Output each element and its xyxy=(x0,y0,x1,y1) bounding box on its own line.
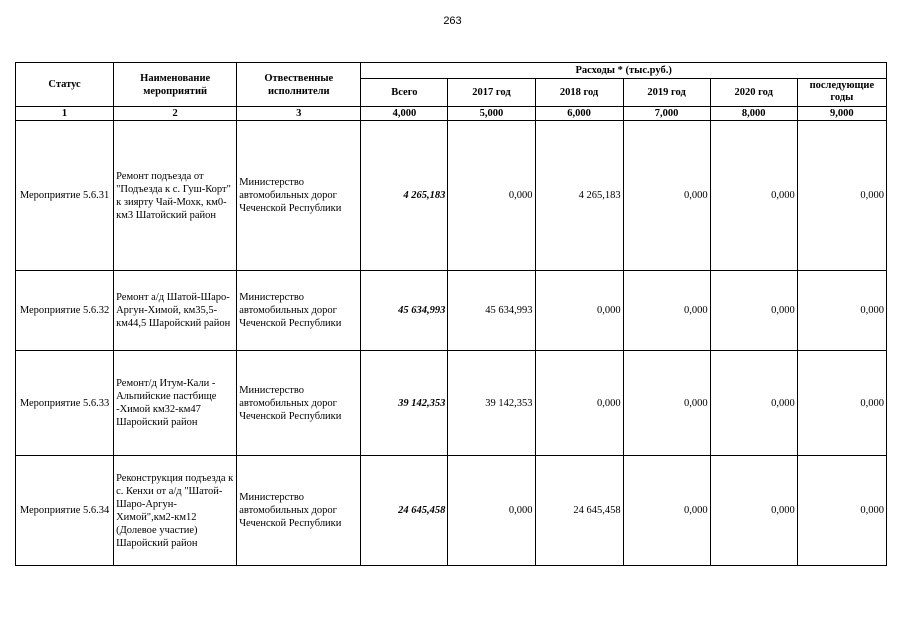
row-later: 0,000 xyxy=(797,271,886,351)
column-numbers-row xyxy=(16,107,887,121)
row-2017: 0,000 xyxy=(448,121,535,271)
row-executor: Министерство автомобильных дорог Чеченской Республики xyxy=(237,351,361,456)
row-later: 0,000 xyxy=(797,456,886,566)
row-2018: 0,000 xyxy=(535,351,623,456)
table-row xyxy=(16,456,887,566)
column-number: 3 xyxy=(237,107,361,121)
row-executor: Министерство автомобильных дорог Чеченской Республики xyxy=(237,271,361,351)
row-2018: 0,000 xyxy=(535,271,623,351)
row-executor: Министерство автомобильных дорог Чеченской Республики xyxy=(237,456,361,566)
row-status: Мероприятие 5.6.32 xyxy=(16,271,114,351)
column-number: 4,000 xyxy=(361,107,448,121)
row-total: 4 265,183 xyxy=(361,121,448,271)
row-2019: 0,000 xyxy=(623,121,710,271)
column-number: 7,000 xyxy=(623,107,710,121)
row-total: 39 142,353 xyxy=(361,351,448,456)
row-executor: Министерство автомобильных дорог Чеченской Республики xyxy=(237,121,361,271)
header-2017: 2017 год xyxy=(448,79,535,107)
row-2020: 0,000 xyxy=(710,351,797,456)
column-number: 8,000 xyxy=(710,107,797,121)
table-row xyxy=(16,121,887,271)
row-name: Ремонт подъезда от "Подъезда к с. Гуш-Корт" к зиярту Чай-Мохк, км0-км3 Шатойский район xyxy=(114,121,237,271)
header-name: Наименование мероприятий xyxy=(114,63,237,107)
row-2019: 0,000 xyxy=(623,456,710,566)
row-2017: 0,000 xyxy=(448,456,535,566)
row-total: 45 634,993 xyxy=(361,271,448,351)
column-number: 6,000 xyxy=(535,107,623,121)
table-row xyxy=(16,271,887,351)
row-name: Реконструкция подъезда к с. Кенхи от а/д "Шатой-Шаро-Аргун-Химой",км2-км12 (Долевое участие) Шаройский район xyxy=(114,456,237,566)
row-status: Мероприятие 5.6.33 xyxy=(16,351,114,456)
header-2018: 2018 год xyxy=(535,79,623,107)
header-total: Всего xyxy=(361,79,448,107)
row-2020: 0,000 xyxy=(710,121,797,271)
header-executors: Отвественные исполнители xyxy=(237,63,361,107)
row-later: 0,000 xyxy=(797,351,886,456)
row-2019: 0,000 xyxy=(623,271,710,351)
row-2020: 0,000 xyxy=(710,271,797,351)
header-2020: 2020 год xyxy=(710,79,797,107)
row-status: Мероприятие 5.6.31 xyxy=(16,121,114,271)
table-row xyxy=(16,351,887,456)
row-later: 0,000 xyxy=(797,121,886,271)
row-total: 24 645,458 xyxy=(361,456,448,566)
row-status: Мероприятие 5.6.34 xyxy=(16,456,114,566)
expenses-table xyxy=(15,62,887,566)
row-2017: 45 634,993 xyxy=(448,271,535,351)
header-2019: 2019 год xyxy=(623,79,710,107)
row-name: Ремонт а/д Шатой-Шаро-Аргун-Химой, км35,5-км44,5 Шаройский район xyxy=(114,271,237,351)
column-number: 5,000 xyxy=(448,107,535,121)
column-number: 1 xyxy=(16,107,114,121)
row-2019: 0,000 xyxy=(623,351,710,456)
header-expenses: Расходы * (тыс.руб.) xyxy=(361,63,887,79)
page-number: 263 xyxy=(443,15,462,27)
row-2018: 24 645,458 xyxy=(535,456,623,566)
header-status: Статус xyxy=(16,63,114,107)
row-2017: 39 142,353 xyxy=(448,351,535,456)
row-name: Ремонт/д Итум-Кали - Альпийские пастбище -Химой км32-км47 Шаройский район xyxy=(114,351,237,456)
column-number: 2 xyxy=(114,107,237,121)
row-2018: 4 265,183 xyxy=(535,121,623,271)
column-number: 9,000 xyxy=(797,107,886,121)
header-later: последующие годы xyxy=(797,79,886,107)
row-2020: 0,000 xyxy=(710,456,797,566)
